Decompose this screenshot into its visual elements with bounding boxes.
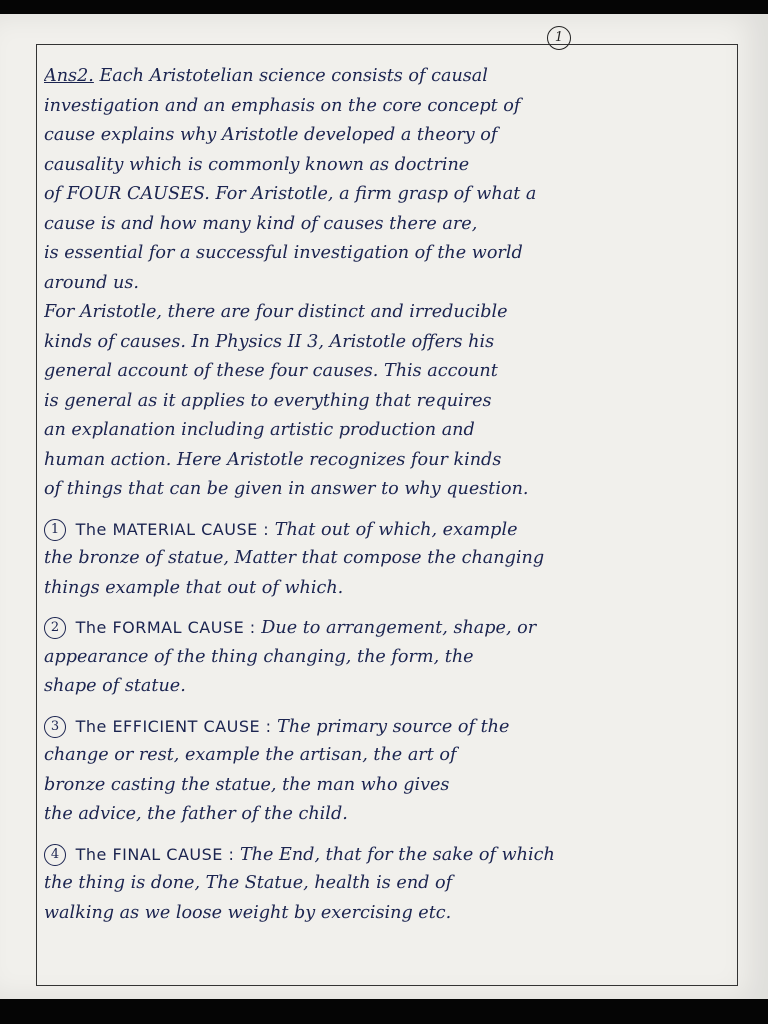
notebook-page bbox=[0, 14, 768, 999]
text-line: For Aristotle, there are four distinct and irreducible bbox=[44, 302, 508, 322]
text-line: shape of statue. bbox=[44, 676, 186, 696]
page-number: 1 bbox=[547, 26, 571, 50]
cause-title: The FINAL CAUSE : bbox=[75, 844, 235, 864]
text-line: is general as it applies to everything that requires bbox=[44, 390, 492, 411]
cause-text: The End, that for the sake of which bbox=[239, 844, 555, 865]
text-line: bronze casting the statue, the man who gives bbox=[44, 774, 450, 795]
text-line: things example that out of which. bbox=[44, 577, 344, 598]
cause-item bbox=[44, 515, 734, 545]
text-line: the thing is done, The Statue, health is end of bbox=[44, 873, 453, 893]
text-line bbox=[44, 62, 734, 92]
text-line: around us. bbox=[44, 272, 139, 293]
cause-text: The primary source of the bbox=[277, 716, 510, 737]
cause-item bbox=[44, 840, 734, 870]
cause-title: The EFFICIENT CAUSE : bbox=[75, 716, 272, 736]
text-line: change or rest, example the artisan, the art of bbox=[44, 745, 457, 765]
text-line: investigation and an emphasis on the core concept of bbox=[44, 95, 521, 116]
item-number: 3 bbox=[44, 716, 66, 738]
answer-label: Ans2. bbox=[44, 66, 94, 86]
cause-title: The FORMAL CAUSE : bbox=[75, 618, 256, 637]
text-line: general account of these four causes. This account bbox=[44, 361, 498, 381]
cause-title: The MATERIAL CAUSE : bbox=[75, 519, 270, 539]
text-line: of things that can be given in answer to why question. bbox=[44, 479, 529, 499]
text-line: appearance of the thing changing, the form, the bbox=[44, 646, 474, 667]
text-line: of FOUR CAUSES. For Aristotle, a firm grasp of what a bbox=[44, 184, 537, 204]
item-number: 2 bbox=[44, 617, 66, 639]
item-number: 1 bbox=[44, 519, 66, 541]
text-line: cause is and how many kind of causes there are, bbox=[44, 213, 478, 234]
item-number: 4 bbox=[44, 844, 66, 866]
text-line: cause explains why Aristotle developed a theory of bbox=[44, 125, 498, 145]
cause-item bbox=[44, 712, 734, 742]
background-edge bbox=[0, 999, 768, 1024]
text-line: an explanation including artistic production and bbox=[44, 420, 475, 440]
text-line: walking as we loose weight by exercising etc. bbox=[44, 902, 452, 923]
answer-text bbox=[44, 62, 734, 928]
cause-text: Due to arrangement, shape, or bbox=[261, 618, 537, 638]
text-line: the advice, the father of the child. bbox=[44, 804, 348, 824]
text-line: is essential for a successful investigation of the world bbox=[44, 243, 523, 263]
text-line-part: Each Aristotelian science consists of causal bbox=[99, 66, 488, 86]
text-line: the bronze of statue, Matter that compose the changing bbox=[44, 548, 545, 568]
cause-text: That out of which, example bbox=[274, 519, 518, 540]
text-line: human action. Here Aristotle recognizes four kinds bbox=[44, 449, 502, 470]
cause-item bbox=[44, 613, 734, 643]
text-line: kinds of causes. In Physics II 3, Aristotle offers his bbox=[44, 331, 495, 352]
text-line: causality which is commonly known as doctrine bbox=[44, 154, 470, 175]
